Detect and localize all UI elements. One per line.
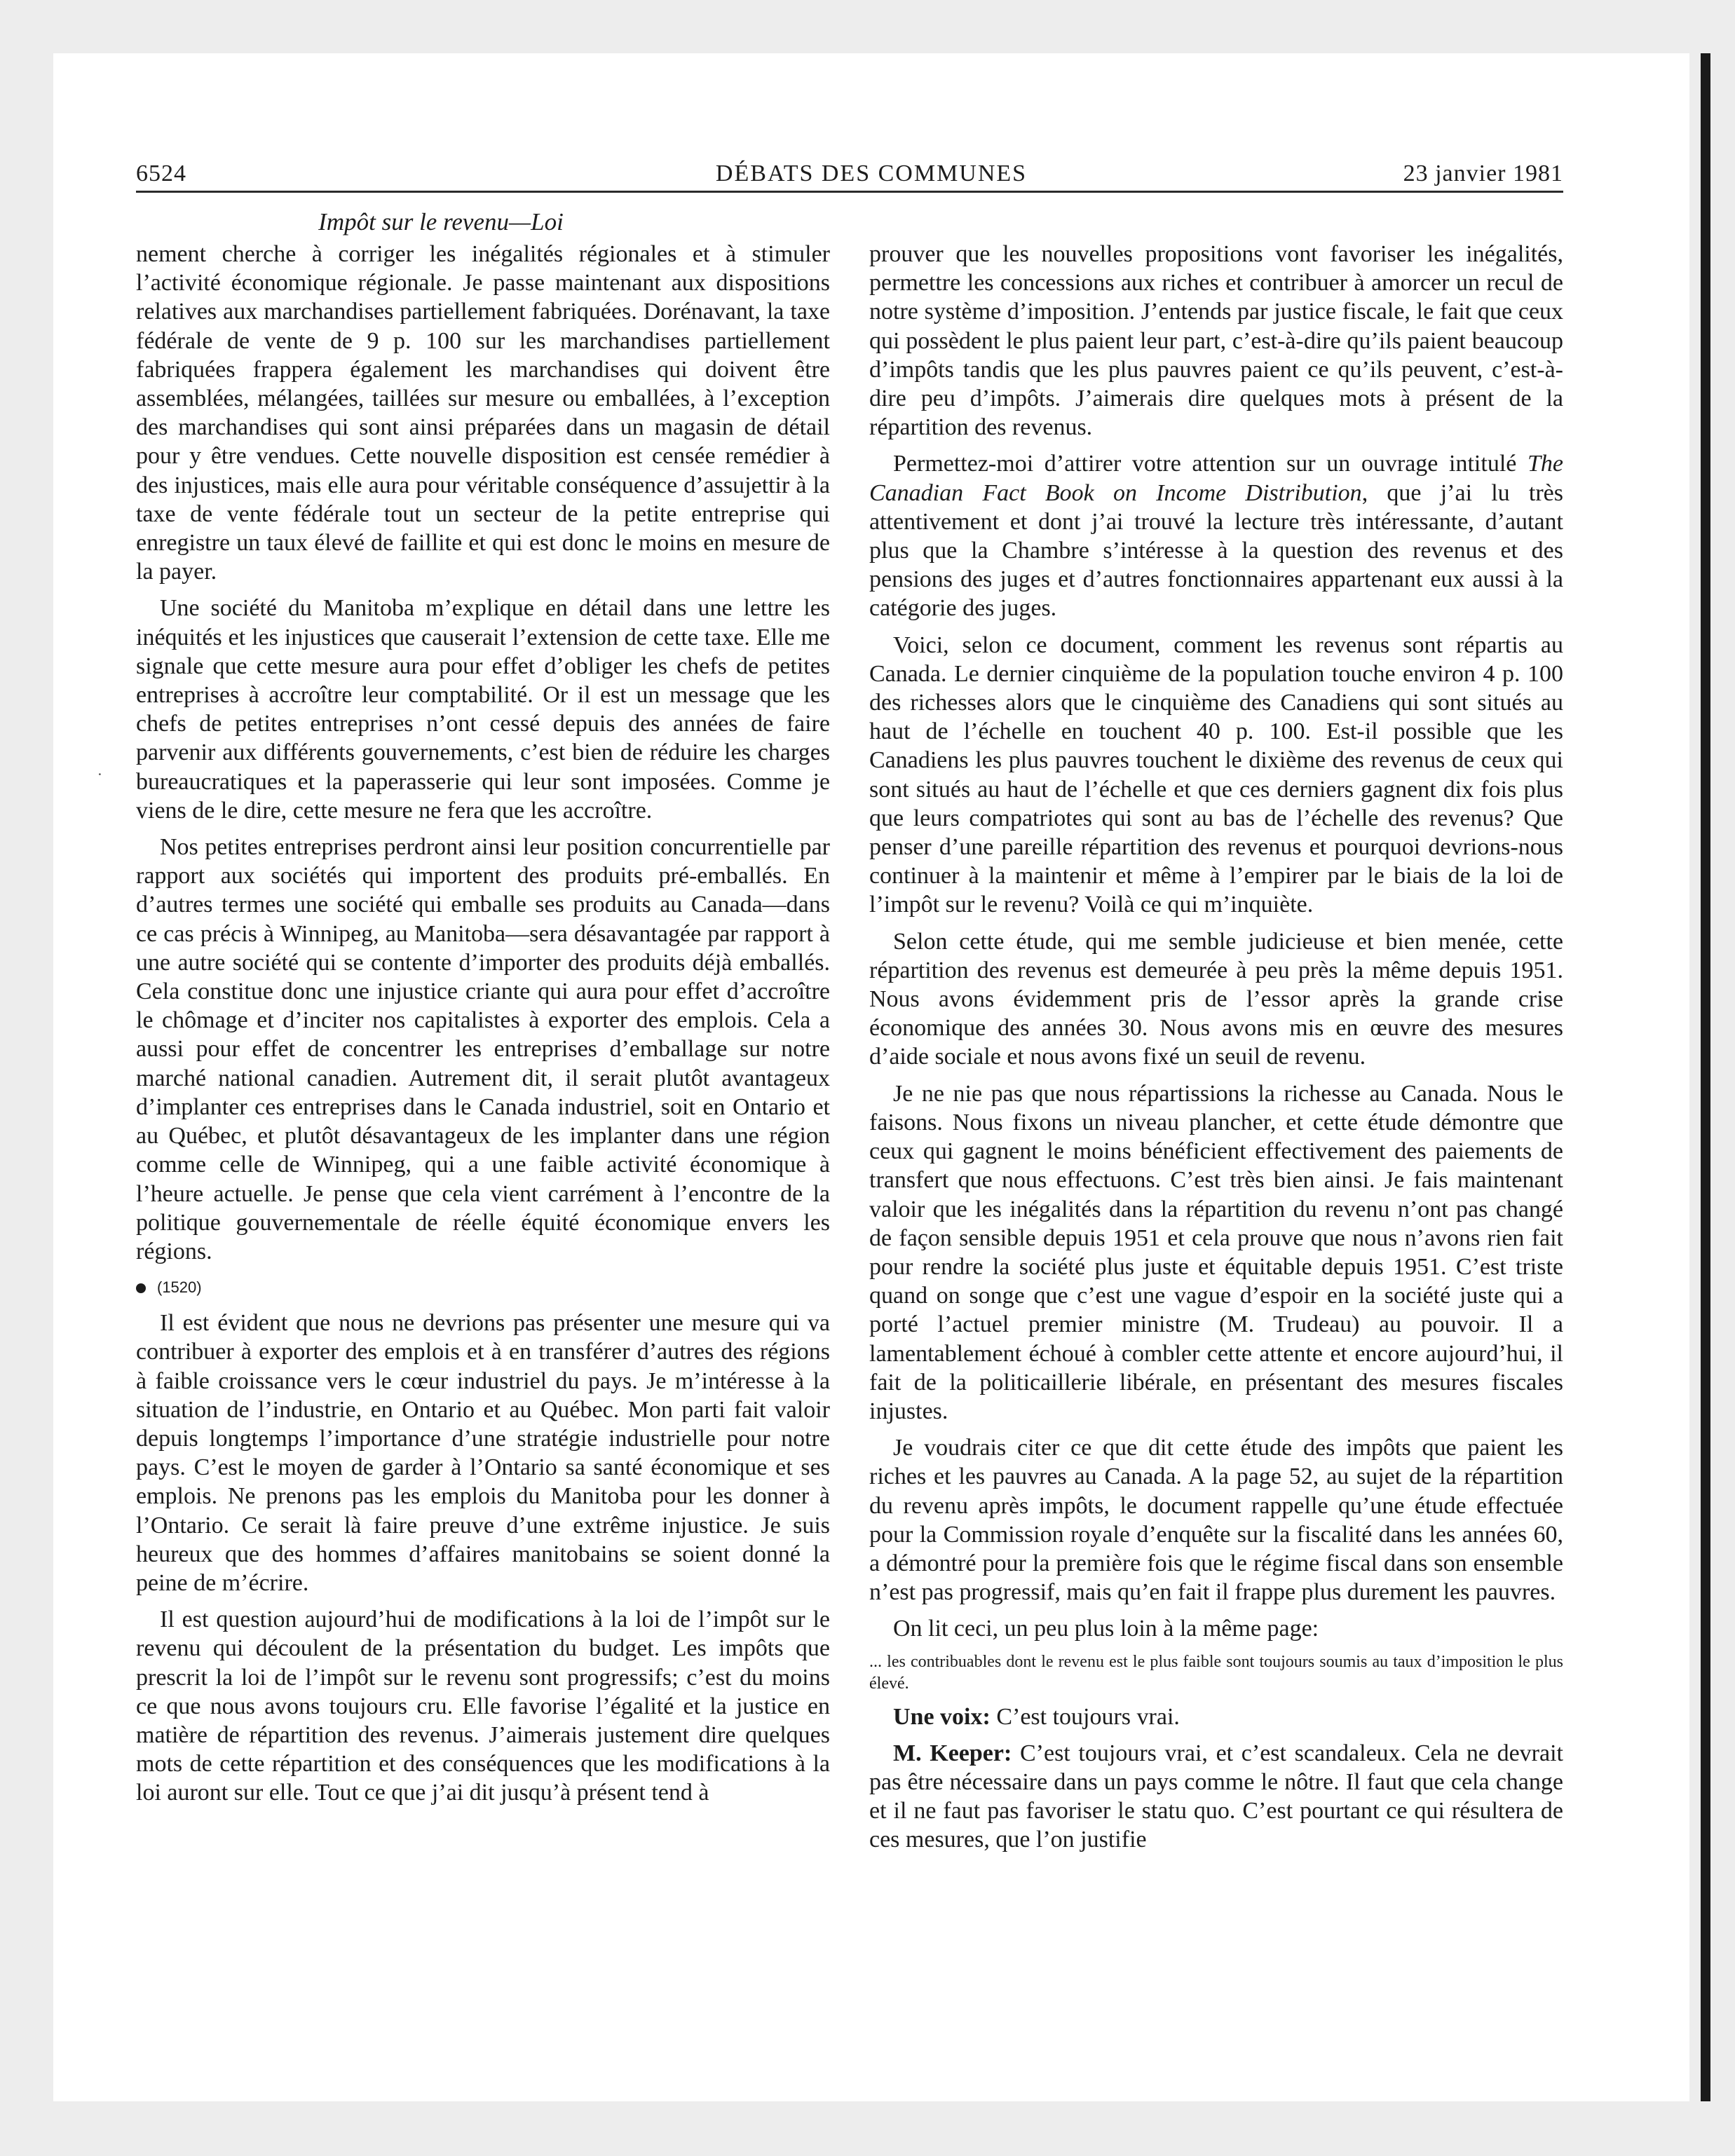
paragraph: Nos petites entreprises perdront ainsi leur position concurrentielle par rapport aux sociétés qui importent des produits pré-emballés. En d’autres termes une société qui emballe ses produits au Canada—dans ce cas précis à Winnipeg, au Manitoba—sera désavantagée par rapport à une autre société qui se contente d’importer des produits déjà emballés. Cela constitue donc une injustice criante qui aura pour effet d’accroître le chômage et d’inciter nos capitalistes à exporter des emplois. Cela a aussi pour effet de concentrer les entreprises d’emballage sur notre marché national canadien. Autrement dit, il serait plutôt avantageux d’implanter ces entreprises dans le Canada industriel, soit en Ontario et au Québec, et plutôt désavantageux de les implanter dans une région comme celle de Winnipeg, qui a une faible activité économique à l’heure actuelle. Je pense que cela vient carrément à l’encontre de la politique gouvernementale de réelle équité économique envers les régions. (136, 834, 830, 1264)
right-column (869, 240, 1563, 1862)
speaker-turn (869, 1739, 1563, 1855)
time-stamp-text: (1520) (157, 1278, 202, 1297)
speaker-turn (869, 1703, 1563, 1731)
time-stamp (136, 1274, 830, 1302)
paragraph (869, 449, 1563, 622)
header-rule (136, 191, 1563, 193)
paragraph: Je ne nie pas que nous répartissions la richesse au Canada. Nous le faisons. Nous fixons un niveau plancher, et cette étude démontre que ceux qui gagnent le moins bénéficient effectivement des paiements de transfert que nous effectuons. C’est très bien ainsi. Je fais maintenant valoir que les inégalités dans la répartition du revenu n’ont pas changé de façon sensible depuis 1951 et cela prouve que nous n’avons rien fait pour rendre la société plus juste et équitable depuis 1951. C’est triste quand on songe que c’est une vague d’espoir en la société juste qui a porté l’actuel premier ministre (M. Trudeau) au pouvoir. Il a lamentablement échoué à combler cette attente et encore aujourd’hui, il fait de la politicaillerie libérale, en présentant des mesures fiscales injustes. (869, 1080, 1563, 1424)
paragraph: Je voudrais citer ce que dit cette étude des impôts que paient les riches et les pauvres au Canada. A la page 52, au sujet de la répartition du revenu après impôts, le document rappelle qu’une étude effectuée pour la Commission royale d’enquête sur la fiscalité dans les années 60, a démontré pour la première fois que le régime fiscal dans son ensemble n’est pas progressif, mais qu’en fait il frappe plus durement les pauvres. (869, 1435, 1563, 1606)
left-column (136, 240, 830, 1815)
journal-title: DÉBATS DES COMMUNES (715, 161, 1028, 186)
scan-edge-shadow (1701, 53, 1710, 2101)
block-quote: ... les contribuables dont le revenu est le plus faible sont toujours soumis au taux d’imposition le plus élevé. (869, 1652, 1563, 1693)
paragraph: prouver que les nouvelles propositions vont favoriser les inégalités, permettre les concessions aux riches et contribuer à amorcer un recul de notre système d’imposition. J’entends par justice fiscale, le fait que ceux qui possèdent le plus paient leur part, c’est-à-dire qu’ils paient beaucoup d’impôts tandis que les plus pauvres paient ce qu’ils peuvent, c’est-à-dire peu d’impôts. J’aimerais dire quelques mots à présent de la répartition des revenus. (869, 241, 1563, 441)
paragraph: nement cherche à corriger les inégalités régionales et à stimuler l’activité économique régionale. Je passe maintenant aux dispositions relatives aux marchandises partiellement fabriquées. Dorénavant, la taxe fédérale de vente de 9 p. 100 sur les marchandises partiellement fabriquées frappera également les marchandises qui doivent être assemblées, mélangées, taillées sur mesure ou emballées, à l’exception des marchandises qui sont ainsi préparées dans un magasin de détail pour y être vendues. Cette nouvelle disposition est censée remédier à des injustices, mais elle aura pour véritable conséquence d’assujettir à la taxe de vente fédérale tout un secteur de la petite entreprise qui enregistre un taux élevé de faillite et qui est donc le moins en mesure de la payer. (136, 241, 830, 585)
paragraph: Il est évident que nous ne devrions pas présenter une mesure qui va contribuer à exporter des emplois et à en transférer d’autres des régions à faible croissance vers le cœur industriel du pays. Je m’intéresse à la situation de l’industrie, en Ontario et au Québec. Mon parti fait valoir depuis longtemps l’importance d’une stratégie industrielle pour notre pays. C’est le moyen de garder à l’Ontario sa santé économique et ses emplois. Ne prenons pas les emplois du Manitoba pour les donner à l’Ontario. Ce serait là faire preuve d’une extrême injustice. Je suis heureux que des hommes d’affaires manitobains se soient donné la peine de m’écrire. (136, 1310, 830, 1596)
margin-mark: ˙ (97, 770, 103, 790)
paragraph: Selon cette étude, qui me semble judicieuse et bien menée, cette répartition des revenus est demeurée à peu près la même depuis 1951. Nous avons évidemment pris de l’essor après la grande crise économique des années 30. Nous avons mis en œuvre des mesures d’aide sociale et nous avons fixé un seuil de revenu. (869, 928, 1563, 1070)
bullet-icon (136, 1283, 146, 1293)
page-number: 6524 (136, 161, 186, 186)
paragraph-text: Permettez-moi d’attirer votre attention sur un ouvrage intitulé (893, 451, 1528, 477)
document-page (53, 53, 1689, 2101)
paragraph-text: , que j’ai lu très attentivement et dont j’ai trouvé la lecture très intéressante, d’autant plus que la Chambre s’intéresse à la question des revenus et des pensions des juges et d’autres fonctionnaires appartenant eux aussi à la catégorie des juges. (869, 479, 1563, 622)
speaker-name: Une voix: (893, 1703, 991, 1730)
speech-text: C’est toujours vrai. (990, 1703, 1180, 1730)
speaker-name: M. Keeper: (893, 1740, 1012, 1766)
paragraph: Voici, selon ce document, comment les revenus sont répartis au Canada. Le dernier cinquième de la population touche environ 4 p. 100 des richesses alors que le cinquième des Canadiens qui sont situés au haut de l’échelle en touchent 40 p. 100. Est-il possible que les Canadiens les plus pauvres touchent le dixième des revenus de ceux qui sont situés au haut de l’échelle et que ces derniers gagnent dix fois plus que leurs compatriotes qui sont au bas de l’échelle des revenus? Que penser d’une pareille répartition des revenus et pourquoi devrions-nous continuer à la maintenir et même à l’empirer par le biais de la loi de l’impôt sur le revenu? Voilà ce qui m’inquiète. (869, 632, 1563, 918)
speech-text: C’est toujours vrai, et c’est scandaleux. Cela ne devrait pas être nécessaire dans un pays comme le nôtre. Il faut que cela change et il ne faut pas favoriser le statu quo. C’est pourtant ce qui résultera de ces mesures, que l’on justifie (869, 1740, 1563, 1853)
paragraph: Une société du Manitoba m’explique en détail dans une lettre les inéquités et les injustices que causerait l’extension de cette taxe. Elle me signale que cette mesure aura pour effet d’obliger les chefs de petites entreprises à accroître leur comptabilité. Or il est un message que les chefs de petites entreprises n’ont cessé depuis des années de faire parvenir aux différents gouvernements, c’est bien de réduire les charges bureaucratiques et la paperasserie qui leur sont imposées. Comme je viens de le dire, cette mesure ne fera que les accroître. (136, 595, 830, 824)
book-title: The Canadian Fact Book on Income Distribution (869, 451, 1563, 506)
section-title: Impôt sur le revenu—Loi (318, 208, 564, 236)
paragraph: On lit ceci, un peu plus loin à la même page: (893, 1616, 1319, 1642)
issue-date: 23 janvier 1981 (1403, 161, 1563, 186)
paragraph: Il est question aujourd’hui de modifications à la loi de l’impôt sur le revenu qui découlent de la présentation du budget. Les impôts que prescrit la loi de l’impôt sur le revenu sont progressifs; c’est du moins ce que nous avons toujours cru. Elle favorise l’égalité et la justice en matière de répartition des revenus. J’aimerais justement dire quelques mots de cette répartition et des conséquences que les modifications à la loi auront sur elle. Tout ce que j’ai dit jusqu’à présent tend à (136, 1606, 830, 1806)
